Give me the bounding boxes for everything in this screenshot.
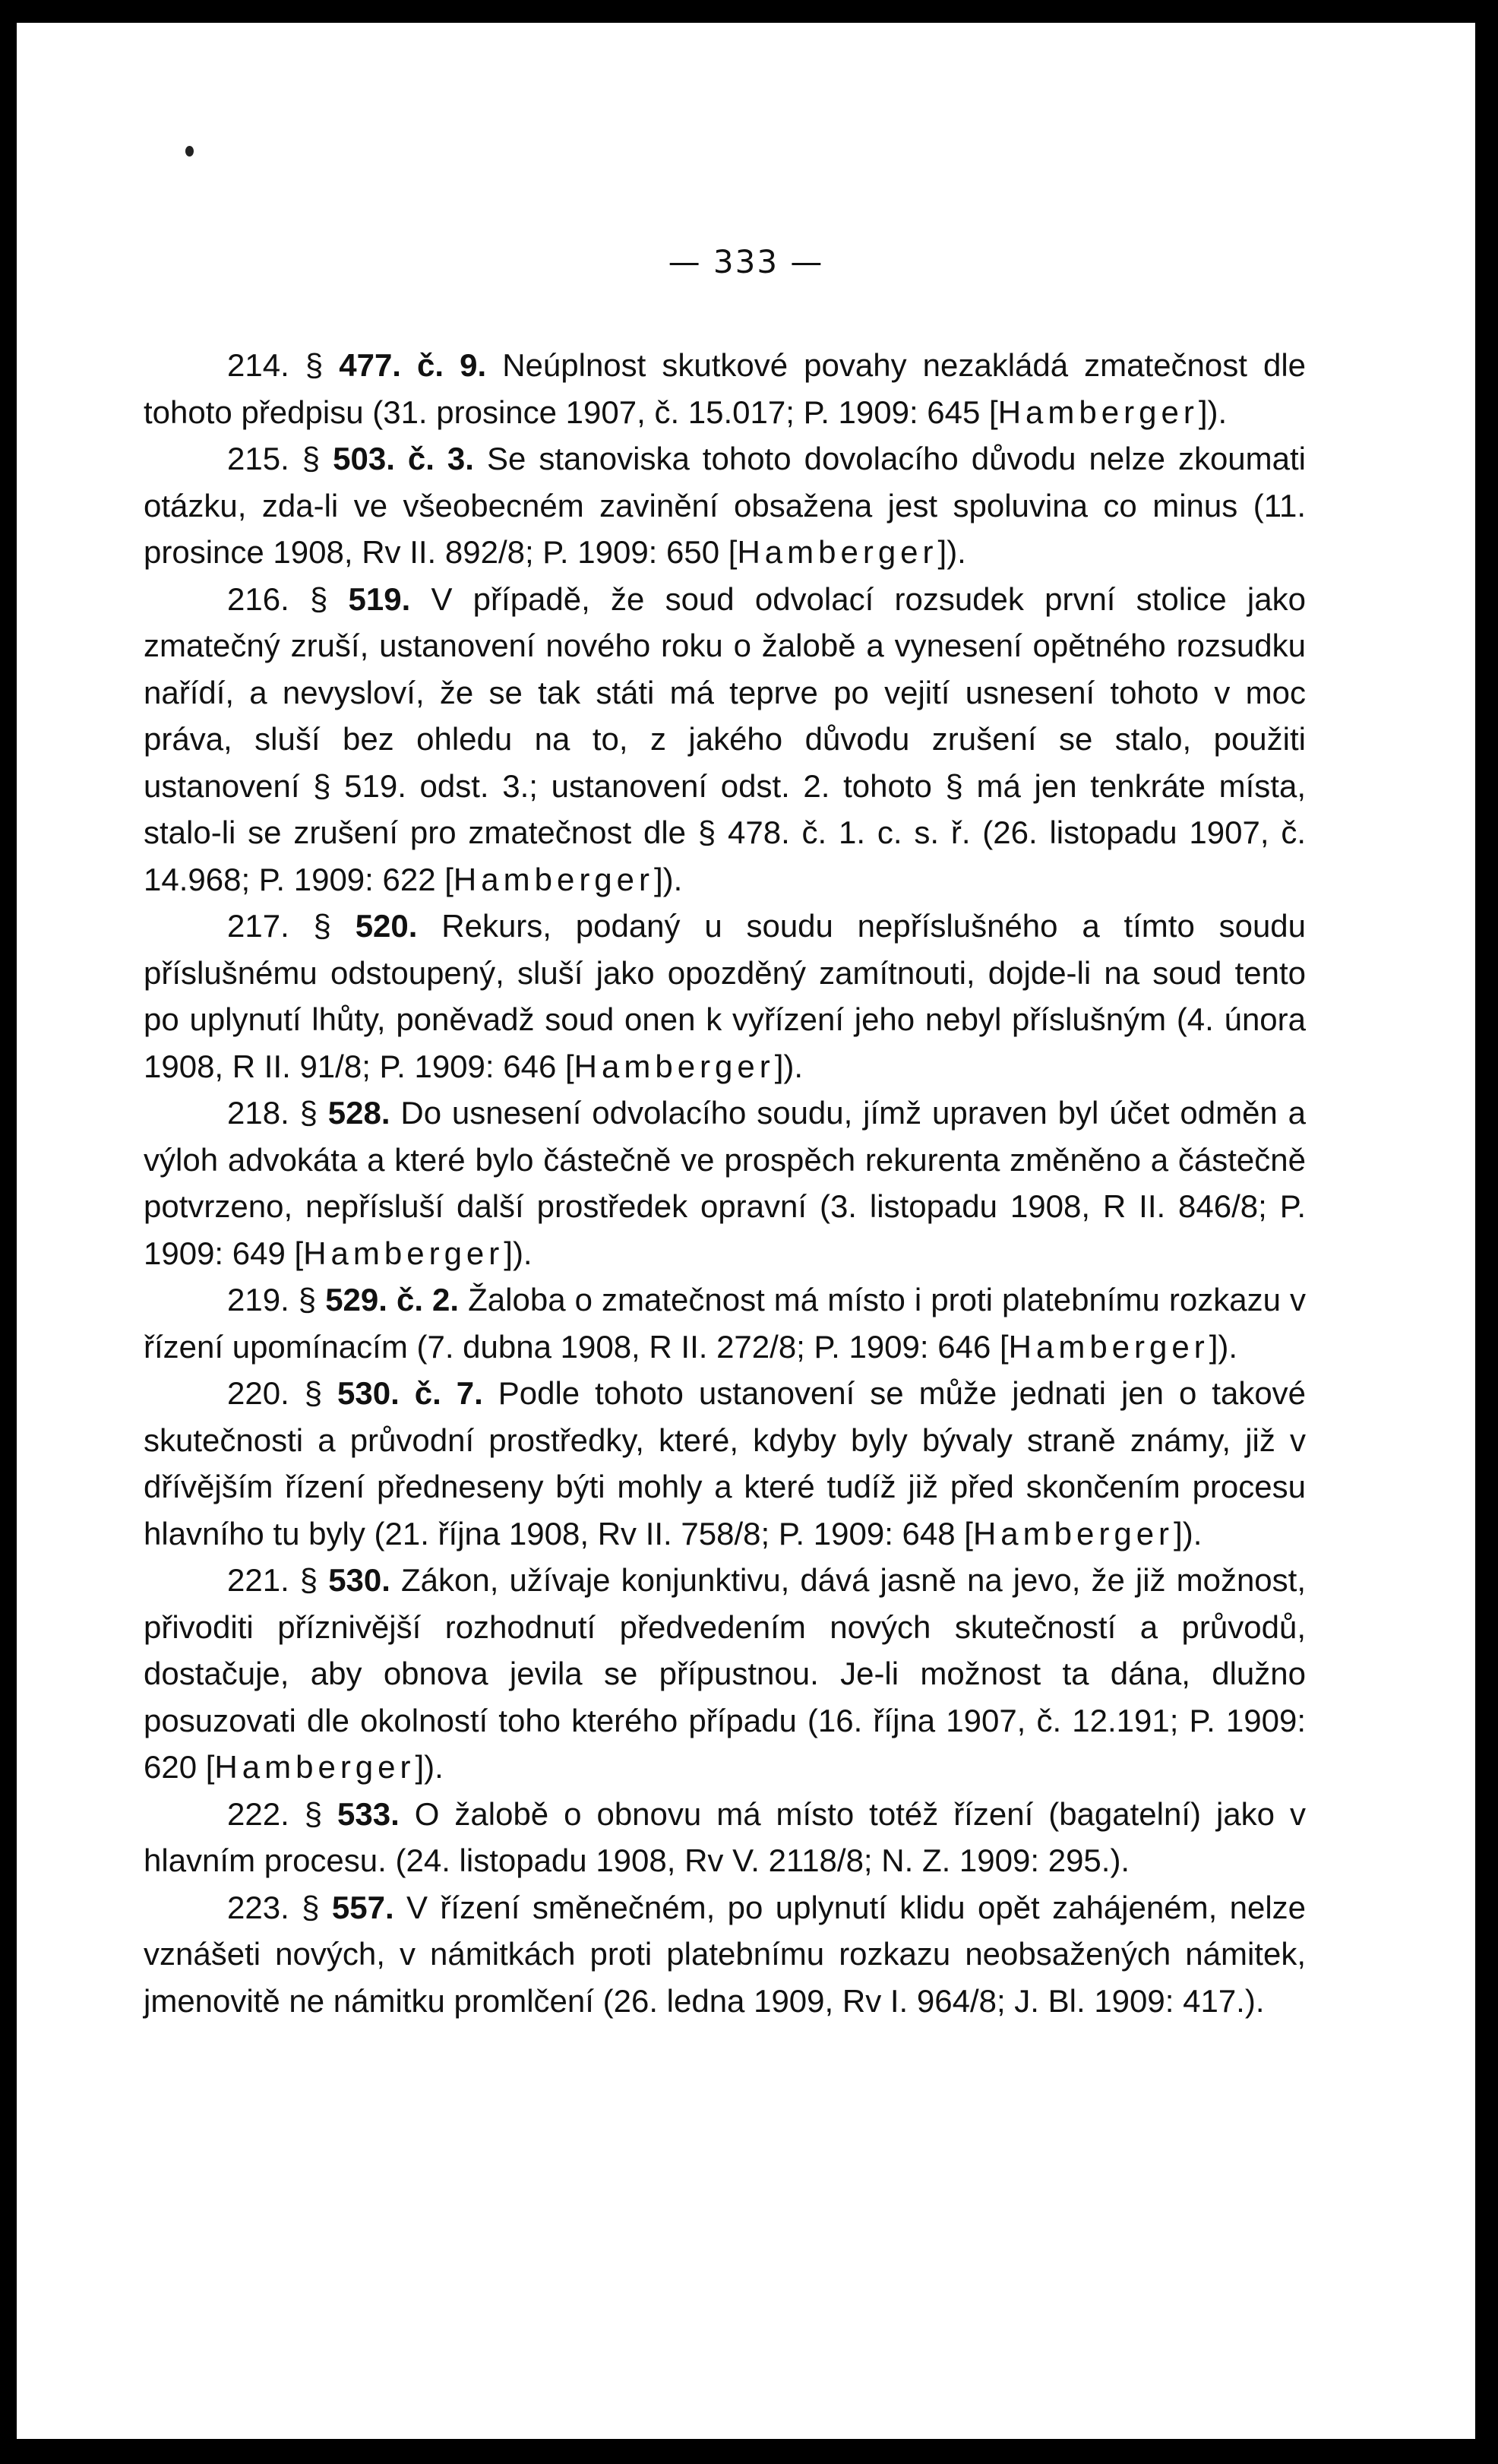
- entry-221: 221. § 530. Zákon, užívaje konjunktivu, dává jasně na jevo, že již možnost, přivoditi příznivější rozhodnutí předvedením nových skutečností a průvodů, dostačuje, aby obnova jevila se přípustnou. Je-li možnost ta dána, dlužno posuzovati dle okolností toho kterého případu (16. října 1907, č. 12.191; P. 1909: 620 [Hamberger]).: [144, 1562, 1306, 1785]
- entry-214: 214. § 477. č. 9. Neúplnost skutkové povahy nezakládá zmatečnost dle tohoto předpisu (31. prosince 1907, č. 15.017; P. 1909: 645 [Hamberger]).: [144, 347, 1307, 430]
- ink-speck: [185, 146, 194, 157]
- entry-218: 218. § 528. Do usnesení odvolacího soudu, jímž upraven byl účet odměn a výloh advokáta a které bylo částečně ve prospěch rekurenta změněno a částečně potvrzeno, nepřísluší další prostředek opravní (3. listopadu 1908, R II. 846/8; P. 1909: 649 [Hamberger]).: [144, 1095, 1306, 1271]
- page-number: — 333 —: [668, 243, 824, 280]
- book-page: [17, 23, 1475, 2439]
- entry-217: 217. § 520. Rekurs, podaný u soudu nepříslušného a tímto soudu příslušnému odstoupený, sluší jako opozděný zamítnouti, dojde-li na soud tento po uplynutí lhůty, poněvadž soud onen k vyřízení jeho nebyl příslušným (4. února 1908, R II. 91/8; P. 1909: 646 [Hamberger]).: [144, 908, 1307, 1084]
- page-body: [144, 342, 1306, 2024]
- entry-220: 220. § 530. č. 7. Podle tohoto ustanovení se může jednati jen o takové skutečnosti a průvodní prostředky, které, kdyby byly bývaly straně známy, již v dřívějším řízení předneseny býti mohly a které tudíž již před skončením procesu hlavního tu byly (21. října 1908, Rv II. 758/8; P. 1909: 648 [Hamberger]).: [144, 1375, 1307, 1551]
- entry-222: 222. § 533. O žalobě o obnovu má místo totéž řízení (bagatelní) jako v hlavním procesu. (24. listopadu 1908, Rv V. 2118/8; N. Z. 1909: 295.).: [144, 1795, 1306, 1878]
- entry-219: 219. § 529. č. 2. Žaloba o zmatečnost má místo i proti platebnímu rozkazu v řízení upomínacím (7. dubna 1908, R II. 272/8; P. 1909: 646 [Hamberger]).: [144, 1282, 1306, 1365]
- entry-216: 216. § 519. V případě, že soud odvolací rozsudek první stolice jako zmatečný zruší, ustanovení nového roku o žalobě a vynesení opětného rozsudku nařídí, a nevysloví, že se tak státi má teprve po vejití usnesení tohoto v moc práva, sluší bez ohledu na to, z jakého důvodu zrušení se stalo, použiti ustanovení § 519. odst. 3.; ustanovení odst. 2. tohoto § má jen tenkráte místa, stalo-li se zrušení pro zmatečnost dle § 478. č. 1. c. s. ř. (26. listopadu 1907, č. 14.968; P. 1909: 622 [Hamberger]).: [144, 580, 1306, 897]
- entry-215: 215. § 503. č. 3. Se stanoviska tohoto dovolacího důvodu nelze zkoumati otázku, zda-li ve všeobecném zavinění obsažena jest spoluvina co minus (11. prosince 1908, Rv II. 892/8; P. 1909: 650 [Hamberger]).: [144, 441, 1307, 570]
- entry-223: 223. § 557. V řízení směnečném, po uplynutí klidu opět zahájeném, nelze vznášeti nových, v námitkách proti platebnímu rozkazu neobsažených námitek, jmenovitě ne námitku promlčení (26. ledna 1909, Rv I. 964/8; J. Bl. 1909: 417.).: [144, 1889, 1307, 2019]
